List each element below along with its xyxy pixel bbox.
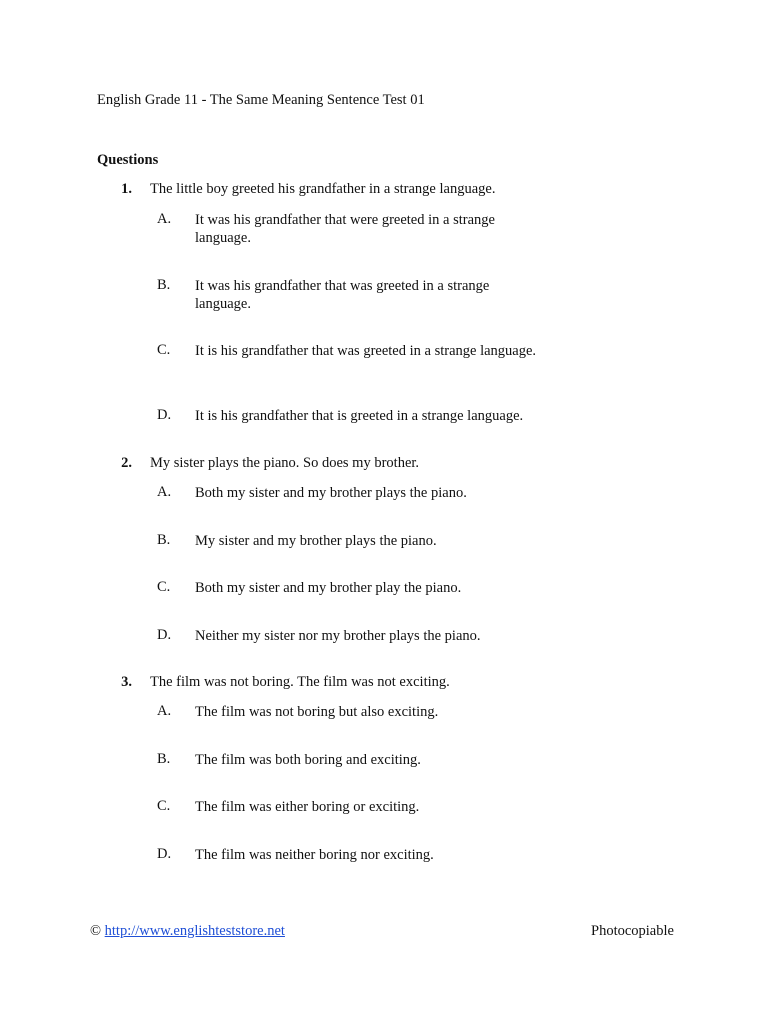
option-letter: C.: [157, 798, 171, 814]
footer-photocopiable: Photocopiable: [591, 923, 674, 939]
footer-copyright: [90, 923, 285, 940]
option-letter: B.: [157, 751, 171, 767]
option-text: Both my sister and my brother play the piano.: [195, 580, 462, 596]
question-number: 2.: [121, 455, 132, 471]
option-text: It is his grandfather that was greeted in a strange language.: [195, 343, 537, 359]
question-stem: The little boy greeted his grandfather in a strange language.: [150, 181, 496, 197]
option-text: It was his grandfather that were greeted in a strange language.: [195, 212, 495, 246]
option-letter: C.: [157, 579, 171, 595]
option-text: It was his grandfather that was greeted in a strange language.: [195, 278, 490, 312]
website-link[interactable]: http://www.englishteststore.net: [104, 923, 285, 939]
option-text: The film was both boring and exciting.: [195, 752, 421, 768]
option-text: The film was not boring but also exciting.: [195, 704, 439, 720]
option-letter: A.: [157, 211, 172, 227]
question-number: 1.: [121, 181, 132, 197]
option-letter: A.: [157, 703, 172, 719]
option-letter: C.: [157, 342, 171, 358]
option-text: The film was neither boring nor exciting.: [195, 847, 434, 863]
option-letter: A.: [157, 484, 172, 500]
option-text: Neither my sister nor my brother plays the piano.: [195, 628, 481, 644]
option-letter: D.: [157, 407, 172, 423]
option-letter: B.: [157, 277, 171, 293]
option-letter: B.: [157, 532, 171, 548]
option-letter: D.: [157, 846, 172, 862]
option-text: The film was either boring or exciting.: [195, 799, 420, 815]
question-stem: My sister plays the piano. So does my brother.: [150, 455, 420, 471]
option-text: It is his grandfather that is greeted in a strange language.: [195, 408, 524, 424]
option-text: My sister and my brother plays the piano.: [195, 533, 437, 549]
option-letter: D.: [157, 627, 172, 643]
option-text: Both my sister and my brother plays the piano.: [195, 485, 467, 501]
question-number: 3.: [121, 674, 132, 690]
question-stem: The film was not boring. The film was not exciting.: [150, 674, 450, 690]
copyright-symbol: ©: [90, 923, 102, 939]
section-heading: Questions: [97, 152, 159, 168]
document-title: English Grade 11 - The Same Meaning Sentence Test 01: [97, 92, 425, 108]
